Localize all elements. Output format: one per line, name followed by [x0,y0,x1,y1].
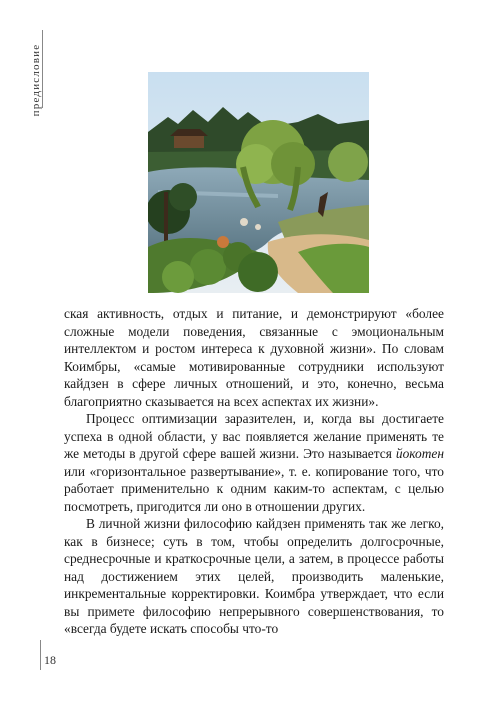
term-yokoten: йокотен [395,446,444,461]
body-text [64,305,444,638]
garden-photo [148,72,369,293]
running-header [29,45,43,115]
page-number: 18 [44,653,56,667]
paragraph-2-part-2: или «горизонтальное развертывание», т. е. копирование того, что работает применительно к одним каким-то аспектам, с целью посмотреть, пригодится ли оно в отношении других. [64,463,444,514]
paragraph-1: ская активность, отдых и питание, и демонстрируют «более сложные модели поведения, связанные с эмоциональным интеллектом и ростом интереса к духовной жизни». По словам Коимбры, «самые мотивированные сотрудники используют кайдзен в сфере личных отношений, и это, конечно, весьма благоприятно сказывается на всех аспектах их жизни». [64,306,444,409]
paragraph-2 [64,410,444,515]
paragraph-2-part-1: Процесс оптимизации заразителен, и, когда вы достигаете успеха в одной области, у вас появляется желание применять те же методы в другой сфере вашей жизни. Это называется [64,411,444,461]
paragraph-3: В личной жизни философию кайдзен применять так же легко, как в бизнесе; суть в том, чтобы определить долгосрочные, среднесрочные и краткосрочные цели, а затем, в процессе работы над достижением этих целей, производить маленькие, инкрементальные корректировки. Коимбра утверждает, что если вы примете философию непрерывного совершенствования, то «всегда будете искать способы что-то [64,516,444,636]
garden-illustration [148,72,369,293]
footer-rule [40,640,41,670]
running-header-text: предисловие [30,43,42,117]
